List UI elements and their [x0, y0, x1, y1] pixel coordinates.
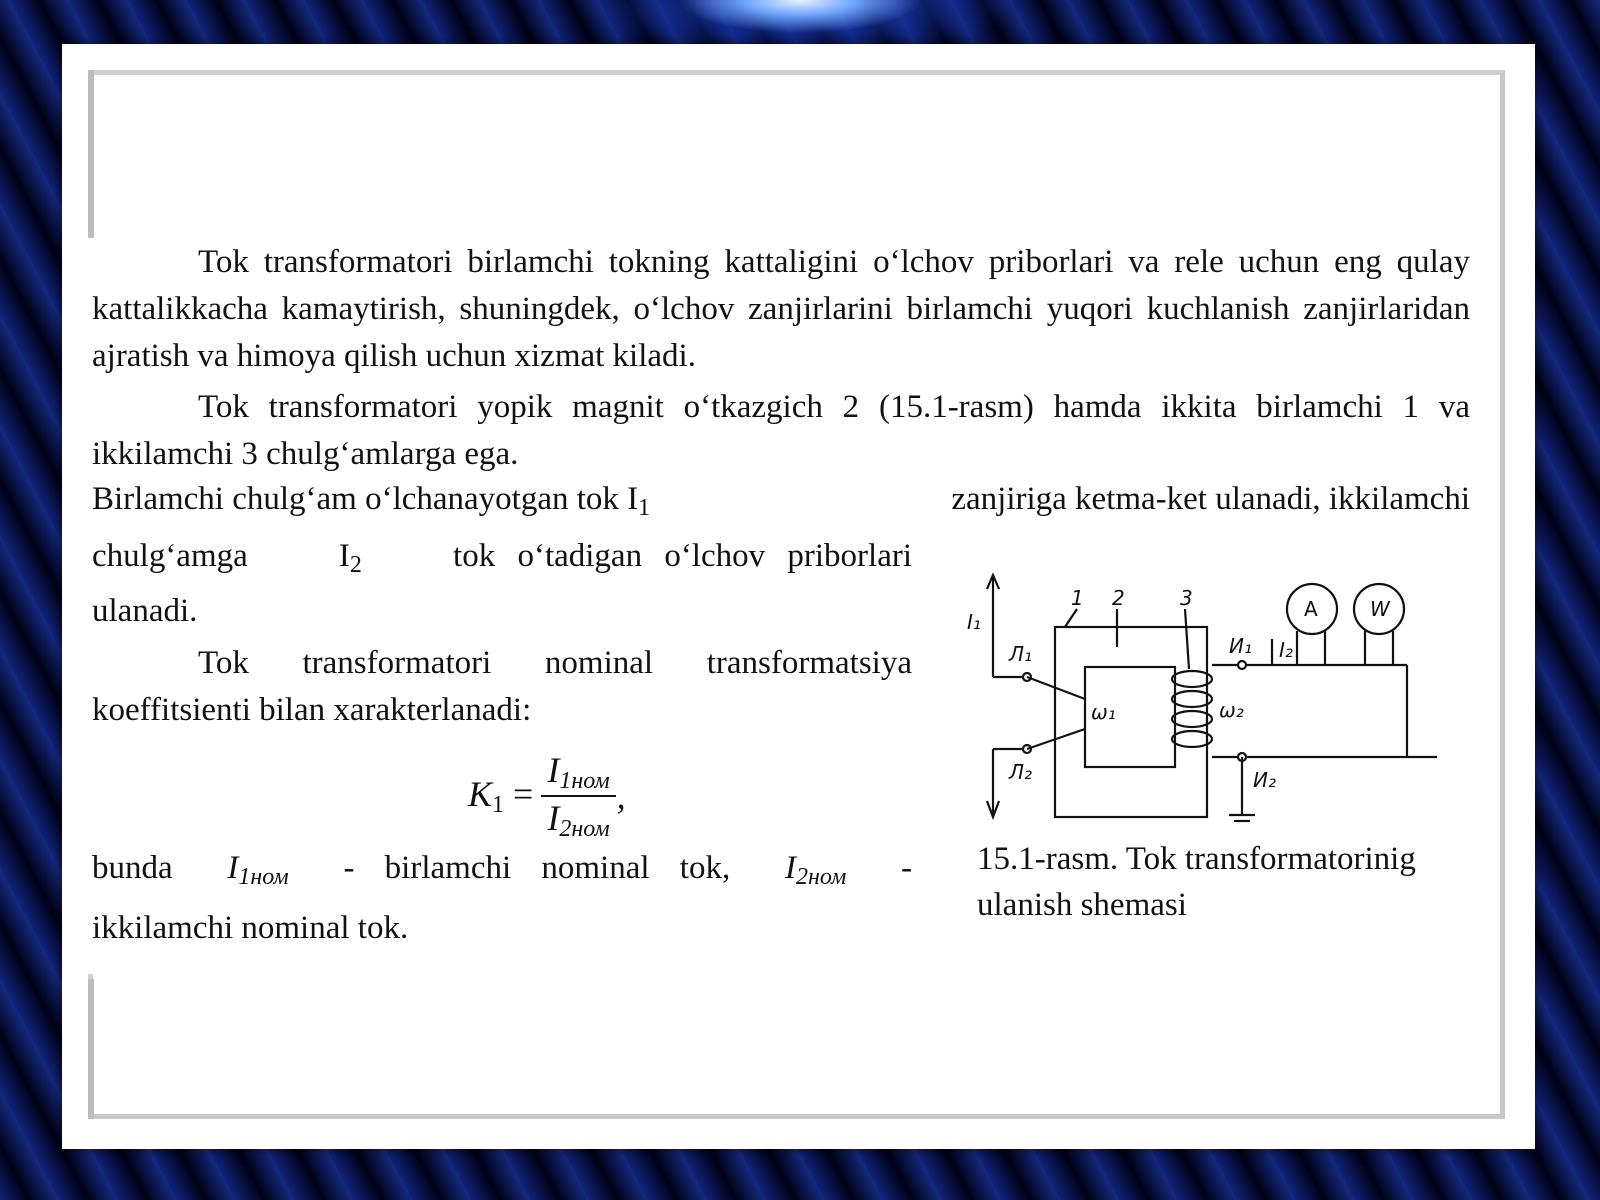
label-3: 3 [1180, 586, 1193, 610]
paragraph-6-line1: bunda $I_{1ном}$ - birlamchi nominal tok, $I_{2ном}$ - [92, 850, 912, 890]
terminal-i1 [1238, 661, 1246, 669]
current-transformer-diagram [967, 569, 1437, 829]
formula-k1: $K_1$ = $I_{1ном}$ , $I_{2ном}$ [468, 750, 626, 842]
slide [62, 44, 1535, 1149]
frame-accent-top [88, 70, 94, 238]
paragraph-3: Birlamchi chulg‘am o‘lchanayotgan tok $I_1$ zanjiriga ketma-ket ulanadi, ikkilamchi [92, 481, 1470, 521]
label-w2: ω₂ [1219, 698, 1244, 722]
label-i1: I₁ [967, 610, 981, 634]
paragraph-4-line2: ulanadi. [92, 593, 198, 629]
label-1: 1 [1071, 586, 1084, 610]
label-i1-secondary: И₁ [1229, 634, 1252, 658]
paragraph-5: Tok transformatori nominal transformatsiya koeffitsienti bilan xarakterlanadi: [92, 645, 912, 728]
frame-accent-bottom [88, 979, 94, 1119]
figure-caption: 15.1-rasm. Tok transformatorinig ulanish shemasi [977, 841, 1416, 923]
label-ammeter: A [1304, 597, 1318, 621]
label-i2-secondary: И₂ [1253, 768, 1276, 792]
label-wattmeter: W [1370, 597, 1390, 621]
paragraph-2: Tok transformatori yopik magnit o‘tkazgich 2 (15.1-rasm) hamda ikkita birlamchi 1 va ikkilamchi 3 chulg‘amlarga ega. [92, 389, 1470, 472]
label-w1: ω₁ [1091, 700, 1116, 724]
label-i2: I₂ [1279, 638, 1293, 662]
paragraph-6-line2: ikkilamchi nominal tok. [92, 910, 409, 946]
magnetic-core-outer [1055, 627, 1207, 817]
paragraph-4-line1: chulg‘amga $I_2$ tok o‘tadigan o‘lchov priborlari [92, 538, 912, 578]
paragraph-1: Tok transformatori birlamchi tokning kattaligini o‘lchov priborlari va rele uchun eng qulay kattalikkacha kamaytirish, shuningdek, o‘lchov zanjirlarini birlamchi yuqori kuchlanish zanjirlaridan ajratish va himoya qilish uchun xizmat kiladi. [92, 244, 1470, 374]
label-l1: Л₁ [1009, 642, 1033, 666]
label-l2: Л₂ [1009, 760, 1033, 784]
label-2: 2 [1112, 586, 1125, 610]
